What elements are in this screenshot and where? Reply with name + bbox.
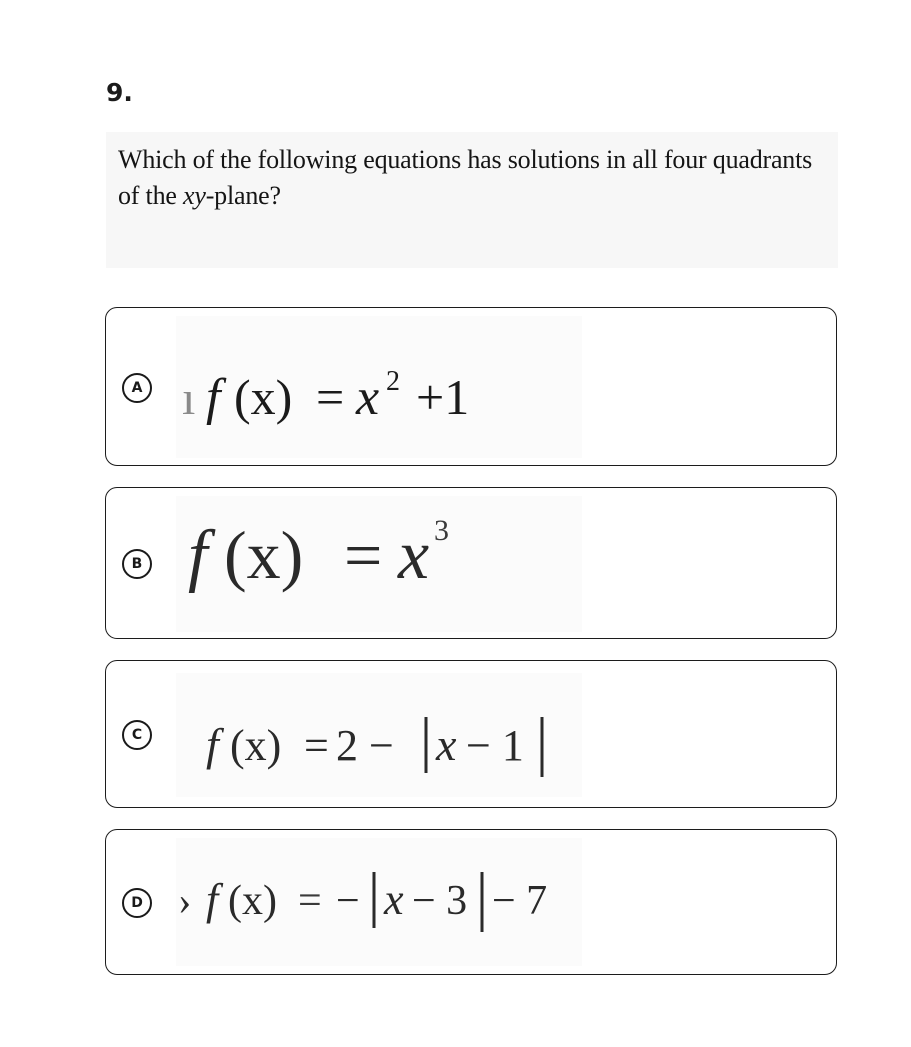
formula-image-b [176, 496, 582, 632]
formula-rhs-lead: 2 − [336, 721, 394, 770]
choice-letter-c[interactable]: C [122, 720, 152, 750]
answer-choice-c[interactable] [105, 660, 837, 808]
formula-func: f [206, 369, 221, 426]
question-text-part: Which of the following equations has solutions in all four quadrants of the [118, 145, 813, 210]
formula-image-d [176, 838, 582, 966]
question-text-part: -plane? [205, 181, 281, 210]
formula-func: f [188, 517, 208, 594]
formula-arg: (x) [228, 878, 277, 924]
formula-image-a [176, 316, 582, 458]
formula-exponent: 3 [434, 514, 449, 547]
formula-equals: = [304, 721, 329, 770]
formula-abs-rest: − 1 [466, 721, 524, 770]
question-prompt-image [106, 132, 838, 268]
question-number: 9. [106, 78, 133, 107]
formula-c [176, 673, 582, 797]
formula-arg: (x) [230, 721, 282, 770]
formula-d [176, 838, 582, 966]
choice-letter-b[interactable]: B [122, 549, 152, 579]
formula-abs-var: x [436, 719, 457, 770]
formula-func: f [206, 719, 219, 770]
answer-choice-b[interactable] [105, 487, 837, 639]
answer-choice-d[interactable] [105, 829, 837, 975]
question-variable: xy [183, 181, 206, 210]
formula-abs-rest: − 3 [412, 878, 468, 924]
formula-image-c [176, 673, 582, 797]
formula-equals: = [316, 369, 345, 425]
formula-a [176, 316, 582, 458]
formula-rhs-var: x [356, 369, 380, 426]
formula-artifact: ı [182, 372, 196, 425]
formula-artifact: › [178, 878, 192, 923]
formula-func: f [206, 875, 219, 924]
formula-rhs-var: x [398, 517, 430, 594]
formula-rhs-tail: − 7 [492, 878, 548, 924]
formula-arg: (x) [234, 369, 293, 425]
formula-equals: = [344, 517, 383, 593]
formula-arg: (x) [224, 517, 304, 593]
formula-equals: = [298, 878, 322, 924]
formula-b [176, 496, 582, 632]
choice-letter-a[interactable]: A [122, 373, 152, 403]
formula-abs-var: x [384, 875, 404, 924]
choice-letter-d[interactable]: D [122, 888, 152, 918]
question-text [118, 142, 834, 214]
formula-rhs-lead: − [336, 878, 360, 924]
formula-exponent: 2 [386, 366, 400, 397]
formula-rhs-rest: +1 [416, 369, 470, 425]
answer-choice-a[interactable] [105, 307, 837, 466]
